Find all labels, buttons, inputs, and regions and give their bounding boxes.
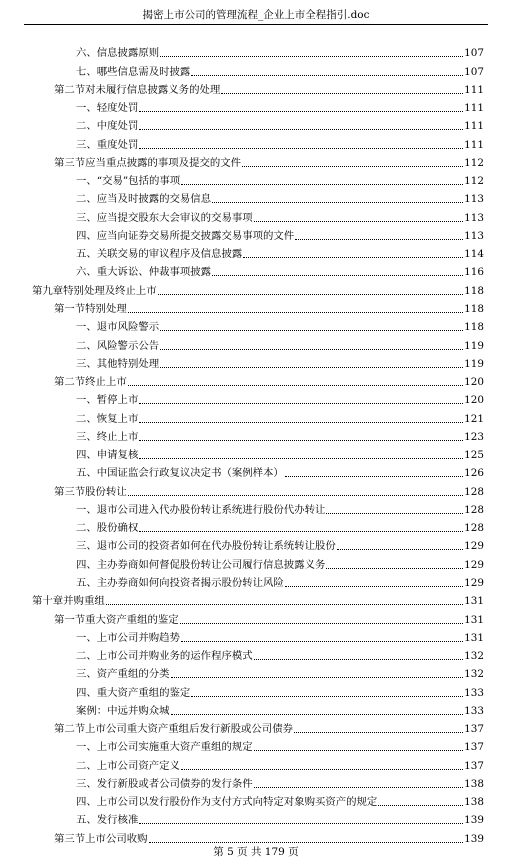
dot-leader bbox=[254, 221, 464, 222]
dot-leader bbox=[139, 440, 463, 441]
toc-entry-page: 121 bbox=[464, 412, 484, 425]
toc-entry[interactable] bbox=[76, 244, 484, 262]
toc-entry-page: 111 bbox=[464, 102, 484, 115]
toc-entry-page: 128 bbox=[464, 485, 484, 498]
document-title: 揭密上市公司的管理流程_企业上市全程指引.doc bbox=[142, 9, 370, 21]
dot-leader bbox=[180, 623, 463, 624]
toc-entry[interactable] bbox=[76, 646, 484, 664]
toc-entry-page: 113 bbox=[464, 211, 484, 224]
toc-entry[interactable] bbox=[76, 682, 484, 700]
dot-leader bbox=[212, 202, 463, 203]
toc-entry-page: 118 bbox=[464, 302, 484, 315]
toc-entry-page: 111 bbox=[464, 138, 484, 151]
dot-leader bbox=[242, 166, 463, 167]
toc-entry[interactable] bbox=[76, 518, 484, 536]
toc-entry-title: 二、上市公司并购业务的运作程序模式 bbox=[76, 650, 253, 663]
toc-entry[interactable] bbox=[76, 463, 484, 481]
toc-entry[interactable] bbox=[76, 664, 484, 682]
toc-entry[interactable] bbox=[76, 810, 484, 828]
toc-entry[interactable] bbox=[76, 262, 484, 280]
toc-entry[interactable] bbox=[54, 609, 484, 627]
toc-entry-page: 113 bbox=[464, 193, 484, 206]
toc-entry[interactable] bbox=[76, 116, 484, 134]
toc-entry[interactable] bbox=[54, 153, 484, 171]
toc-entry-title: 二、风险警示公告 bbox=[76, 339, 160, 352]
dot-leader bbox=[139, 129, 463, 130]
dot-leader bbox=[139, 111, 463, 112]
toc-entry-page: 137 bbox=[464, 741, 484, 754]
toc-entry[interactable] bbox=[76, 390, 484, 408]
toc-entry-title: 一、上市公司并购趋势 bbox=[76, 631, 180, 644]
toc-entry-page: 126 bbox=[464, 467, 484, 480]
toc-entry-page: 132 bbox=[464, 650, 484, 663]
toc-entry[interactable] bbox=[76, 500, 484, 518]
toc-entry-title: 三、其他特别处理 bbox=[76, 357, 160, 370]
toc-entry-page: 137 bbox=[464, 723, 484, 736]
toc-entry[interactable] bbox=[76, 43, 484, 61]
toc-entry-title: 三、应当提交股东大会审议的交易事项 bbox=[76, 211, 253, 224]
toc-entry-page: 131 bbox=[464, 613, 484, 626]
toc-entry-title: 四、申请复核 bbox=[76, 449, 139, 462]
toc-entry[interactable] bbox=[54, 299, 484, 317]
toc-entry-title: 三、终止上市 bbox=[76, 430, 139, 443]
toc-entry[interactable] bbox=[76, 189, 484, 207]
dot-leader bbox=[128, 495, 463, 496]
dot-leader bbox=[128, 312, 463, 313]
toc-entry-title: 四、重大资产重组的鉴定 bbox=[76, 686, 191, 699]
toc-entry-title: 一、退市风险警示 bbox=[76, 321, 160, 334]
page-number: 第 5 页 共 179 页 bbox=[213, 846, 299, 858]
toc-entry-title: 第一节特别处理 bbox=[54, 302, 127, 315]
toc-entry-title: 六、重大诉讼、仲裁事项披露 bbox=[76, 266, 212, 279]
toc-entry-title: 二、应当及时披露的交易信息 bbox=[76, 193, 212, 206]
dot-leader bbox=[139, 148, 463, 149]
dot-leader bbox=[221, 93, 463, 94]
toc-entry-title: 五、中国证监会行政复议决定书（案例样本） bbox=[76, 467, 284, 480]
toc-entry[interactable] bbox=[54, 372, 484, 390]
dot-leader bbox=[128, 385, 463, 386]
toc-entry-page: 129 bbox=[464, 558, 484, 571]
toc-entry[interactable] bbox=[76, 792, 484, 810]
toc-entry-page: 114 bbox=[464, 248, 484, 261]
toc-entry-page: 107 bbox=[464, 65, 484, 78]
toc-entry[interactable] bbox=[54, 481, 484, 499]
dot-leader bbox=[326, 513, 463, 514]
dot-leader bbox=[337, 549, 463, 550]
toc-entry-page: 118 bbox=[464, 284, 484, 297]
dot-leader bbox=[285, 476, 463, 477]
dot-leader bbox=[326, 568, 463, 569]
toc-entry[interactable] bbox=[76, 226, 484, 244]
toc-entry-page: 112 bbox=[464, 156, 484, 169]
toc-entry[interactable] bbox=[76, 554, 484, 572]
dot-leader bbox=[106, 604, 463, 605]
toc-entry-page: 131 bbox=[464, 631, 484, 644]
dot-leader bbox=[181, 641, 463, 642]
toc-entry-page: 138 bbox=[464, 796, 484, 809]
dot-leader bbox=[160, 56, 463, 57]
toc-entry-title: 五、关联交易的审议程序及信息披露 bbox=[76, 248, 243, 261]
toc-entry-title: 二、中度处罚 bbox=[76, 120, 139, 133]
toc-entry-title: 一、上市公司实施重大资产重组的规定 bbox=[76, 741, 253, 754]
dot-leader bbox=[254, 750, 464, 751]
toc-entry-title: 二、上市公司资产定义 bbox=[76, 759, 180, 772]
toc-entry-page: 129 bbox=[464, 540, 484, 553]
dot-leader bbox=[149, 842, 464, 843]
toc-entry-title: 五、发行核准 bbox=[76, 814, 139, 827]
toc-entry-title: 第二节对未履行信息披露义务的处理 bbox=[54, 83, 221, 96]
toc-entry-page: 133 bbox=[464, 686, 484, 699]
toc-entry[interactable] bbox=[76, 445, 484, 463]
dot-leader bbox=[139, 531, 463, 532]
dot-leader bbox=[158, 294, 463, 295]
toc-entry[interactable] bbox=[76, 98, 484, 116]
page-footer bbox=[0, 846, 512, 858]
document-header bbox=[24, 6, 488, 25]
toc-entry-page: 125 bbox=[464, 449, 484, 462]
toc-entry-title: 案例：中远并购众城 bbox=[76, 704, 170, 717]
toc-entry-page: 137 bbox=[464, 759, 484, 772]
toc-entry-page: 120 bbox=[464, 394, 484, 407]
toc-entry[interactable] bbox=[76, 354, 484, 372]
dot-leader bbox=[294, 732, 463, 733]
toc-entry[interactable] bbox=[76, 628, 484, 646]
dot-leader bbox=[160, 367, 463, 368]
toc-entry-page: 113 bbox=[464, 229, 484, 242]
dot-leader bbox=[139, 403, 463, 404]
toc-entry-page: 107 bbox=[464, 47, 484, 60]
toc-entry-page: 119 bbox=[464, 339, 484, 352]
toc-entry-page: 128 bbox=[464, 522, 484, 535]
toc-entry-title: 二、股份确权 bbox=[76, 522, 139, 535]
toc-entry-title: 第一节重大资产重组的鉴定 bbox=[54, 613, 179, 626]
toc-entry[interactable] bbox=[76, 335, 484, 353]
toc-entry[interactable] bbox=[76, 427, 484, 445]
toc-entry[interactable] bbox=[76, 171, 484, 189]
dot-leader bbox=[160, 349, 463, 350]
toc-entry-title: 三、发行新股或者公司债券的发行条件 bbox=[76, 777, 253, 790]
toc-entry[interactable] bbox=[76, 317, 484, 335]
toc-entry-page: 116 bbox=[464, 266, 484, 279]
toc-entry-title: 第二节上市公司重大资产重组后发行新股或公司债券 bbox=[54, 723, 293, 736]
toc-entry[interactable] bbox=[76, 573, 484, 591]
toc-entry-page: 132 bbox=[464, 668, 484, 681]
dot-leader bbox=[295, 239, 463, 240]
toc-entry-page: 131 bbox=[464, 595, 484, 608]
toc-entry-title: 四、应当向证券交易所提交披露交易事项的文件 bbox=[76, 229, 295, 242]
dot-leader bbox=[160, 330, 463, 331]
toc-entry[interactable] bbox=[76, 774, 484, 792]
toc-entry[interactable] bbox=[76, 61, 484, 79]
toc-entry-page: 128 bbox=[464, 503, 484, 516]
dot-leader bbox=[254, 787, 464, 788]
dot-leader bbox=[378, 805, 463, 806]
toc-entry-title: 四、主办券商如何督促股份转让公司履行信息披露义务 bbox=[76, 558, 326, 571]
toc-entry-page: 123 bbox=[464, 430, 484, 443]
toc-entry[interactable] bbox=[54, 80, 484, 98]
toc-entry-title: 一、轻度处罚 bbox=[76, 102, 139, 115]
toc-entry-title: 一、退市公司进入代办股份转让系统进行股份代办转让 bbox=[76, 503, 326, 516]
dot-leader bbox=[243, 257, 463, 258]
toc-entry[interactable] bbox=[32, 280, 484, 298]
dot-leader bbox=[191, 696, 463, 697]
table-of-contents bbox=[32, 43, 484, 847]
toc-entry-title: 第三节股份转让 bbox=[54, 485, 127, 498]
toc-entry-page: 112 bbox=[464, 175, 484, 188]
toc-entry-title: 第九章特别处理及终止上市 bbox=[32, 284, 157, 297]
dot-leader bbox=[181, 769, 463, 770]
toc-entry-page: 138 bbox=[464, 777, 484, 790]
toc-entry[interactable] bbox=[76, 134, 484, 152]
dot-leader bbox=[191, 75, 463, 76]
toc-entry-title: 第十章并购重组 bbox=[32, 595, 105, 608]
toc-entry-page: 139 bbox=[464, 832, 484, 845]
toc-entry[interactable] bbox=[76, 207, 484, 225]
toc-entry-page: 129 bbox=[464, 576, 484, 589]
toc-entry-title: 七、哪些信息需及时披露 bbox=[76, 65, 191, 78]
toc-entry[interactable] bbox=[76, 755, 484, 773]
toc-entry-page: 133 bbox=[464, 704, 484, 717]
toc-entry-title: 第三节上市公司收购 bbox=[54, 832, 148, 845]
toc-entry-title: 三、退市公司的投资者如何在代办股份转让系统转让股份 bbox=[76, 540, 336, 553]
toc-entry-page: 139 bbox=[464, 814, 484, 827]
toc-entry[interactable] bbox=[76, 408, 484, 426]
toc-entry[interactable] bbox=[54, 719, 484, 737]
dot-leader bbox=[139, 422, 463, 423]
dot-leader bbox=[139, 458, 463, 459]
toc-entry[interactable] bbox=[32, 591, 484, 609]
dot-leader bbox=[285, 586, 463, 587]
toc-entry[interactable] bbox=[54, 828, 484, 846]
toc-entry-title: 第二节终止上市 bbox=[54, 376, 127, 389]
toc-entry[interactable] bbox=[76, 701, 484, 719]
toc-entry-title: 第三节应当重点披露的事项及提交的文件 bbox=[54, 156, 242, 169]
toc-entry-title: 一、暂停上市 bbox=[76, 394, 139, 407]
toc-entry-title: 四、上市公司以发行股份作为支付方式向特定对象购买资产的规定 bbox=[76, 796, 378, 809]
dot-leader bbox=[171, 677, 464, 678]
dot-leader bbox=[212, 275, 463, 276]
toc-entry-page: 111 bbox=[464, 83, 484, 96]
dot-leader bbox=[171, 714, 464, 715]
toc-entry-title: 一、“交易”包括的事项 bbox=[76, 175, 181, 188]
toc-entry-title: 二、恢复上市 bbox=[76, 412, 139, 425]
dot-leader bbox=[139, 823, 463, 824]
toc-entry-page: 111 bbox=[464, 120, 484, 133]
toc-entry-page: 118 bbox=[464, 321, 484, 334]
toc-entry-title: 五、主办券商如何向投资者揭示股份转让风险 bbox=[76, 576, 284, 589]
toc-entry[interactable] bbox=[76, 536, 484, 554]
toc-entry[interactable] bbox=[76, 737, 484, 755]
toc-entry-page: 119 bbox=[464, 357, 484, 370]
toc-entry-title: 三、重度处罚 bbox=[76, 138, 139, 151]
toc-entry-title: 六、信息披露原则 bbox=[76, 47, 160, 60]
dot-leader bbox=[181, 184, 463, 185]
toc-entry-page: 120 bbox=[464, 376, 484, 389]
toc-entry-title: 三、资产重组的分类 bbox=[76, 668, 170, 681]
dot-leader bbox=[254, 659, 464, 660]
